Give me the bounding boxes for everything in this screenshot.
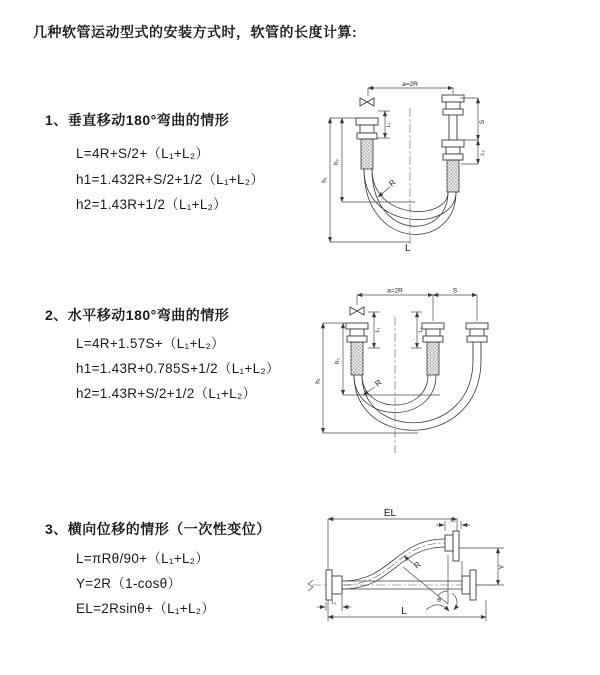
d2-dim-h1-label: h₁: [315, 378, 322, 384]
d1-dim-a2r-label: a=2R: [402, 81, 418, 88]
diagram-horizontal-180-bend: [315, 285, 595, 465]
d1-right-fitting-lower: [442, 140, 464, 192]
section-3-formula-el: EL=2Rsinθ+（L₁+L₂）: [76, 601, 216, 616]
d1-dim-l2-label: L₂: [480, 150, 486, 156]
section-2-formula-h1: h1=1.43R+0.785S+1/2（L₁+L₂）: [76, 361, 280, 376]
diagram-lateral-displacement: [300, 505, 595, 650]
d1-left-fitting: [356, 118, 378, 169]
d1-length-label: L: [405, 243, 411, 254]
d3-dim-l: [328, 600, 486, 621]
d2-dim-a2r: [357, 288, 433, 322]
d1-valve-icon: [360, 98, 374, 106]
d2-valve-icon: [350, 307, 364, 315]
diagram-vertical-180-bend: [320, 80, 505, 252]
section-1-formula-h2: h2=1.43R+1/2（L₁+L₂）: [76, 197, 227, 212]
d2-dim-l1-label: L₁: [375, 327, 381, 333]
d2-radius-label: R: [373, 377, 384, 389]
d3-radius-label: R: [412, 559, 423, 571]
section-2-heading: 2、水平移动180°弯曲的情形: [45, 307, 230, 323]
d3-theta-label: θ: [437, 597, 441, 604]
section-1-heading: 1、垂直移动180°弯曲的情形: [45, 112, 230, 128]
d2-radius-callout: [363, 378, 384, 395]
d1-dim-a2r: [368, 81, 453, 96]
section-1-formula-l: L=4R+S/2+（L₁+L₂）: [76, 146, 210, 161]
d2-dim-l1: [368, 312, 381, 348]
d2-right-fitting: [466, 323, 488, 360]
d3-dim-l2: [436, 518, 470, 531]
section-3-formula-y: Y=2R（1-cosθ）: [76, 576, 182, 591]
d1-right-fitting-upper: [442, 95, 464, 140]
d3-radius-construction: [403, 555, 457, 611]
d3-centerline-break-icon: [308, 580, 313, 591]
d2-middle-fitting: [422, 323, 444, 375]
d1-dim-s: [460, 98, 486, 164]
d1-dim-l1-label: L₁: [386, 122, 392, 128]
d1-radius-label: R: [387, 177, 398, 189]
d3-curved-hose: [342, 531, 462, 589]
d1-dim-s-label: S: [479, 119, 486, 125]
d2-dim-a2r-label: a=2R: [387, 287, 403, 295]
d3-dim-el-label: EL: [383, 508, 397, 519]
d2-dim-s: [433, 288, 477, 322]
d3-dim-l2-label: L₂: [450, 518, 456, 524]
d2-left-fitting: [346, 323, 368, 375]
d2-dim-s-label: S: [452, 287, 458, 295]
section-2-formula-l: L=4R+1.57S+（L₁+L₂）: [76, 336, 225, 351]
section-2-formula-h2: h2=1.43R+S/2+1/2（L₁+L₂）: [76, 386, 257, 401]
d3-dim-l-label: L: [401, 606, 407, 617]
d1-dim-h1-label: h₁: [322, 177, 328, 183]
d3-dim-y-label: Y: [499, 564, 506, 570]
section-3-formula-l: L=πRθ/90+（L₁+L₂）: [76, 551, 210, 566]
d3-dim-l1-label: L₁: [331, 600, 337, 606]
d2-dim-l2: [411, 312, 424, 348]
d1-radius-callout: [378, 178, 398, 197]
section-1-formula-h1: h1=1.432R+S/2+1/2（L₁+L₂）: [76, 172, 265, 187]
d3-dim-l1: [317, 595, 351, 611]
d2-dim-l2-label: L₂: [418, 327, 424, 333]
d3-left-flange: [326, 570, 342, 600]
section-3-heading: 3、横向位移的情形（一次性变位）: [45, 521, 271, 537]
d1-dim-h2-label: h₂: [334, 159, 340, 165]
page-title: 几种软管运动型式的安装方式时，软管的长度计算:: [33, 24, 358, 40]
d1-dim-l1: [377, 111, 392, 138]
d2-dim-h2-label: h₂: [335, 358, 341, 364]
